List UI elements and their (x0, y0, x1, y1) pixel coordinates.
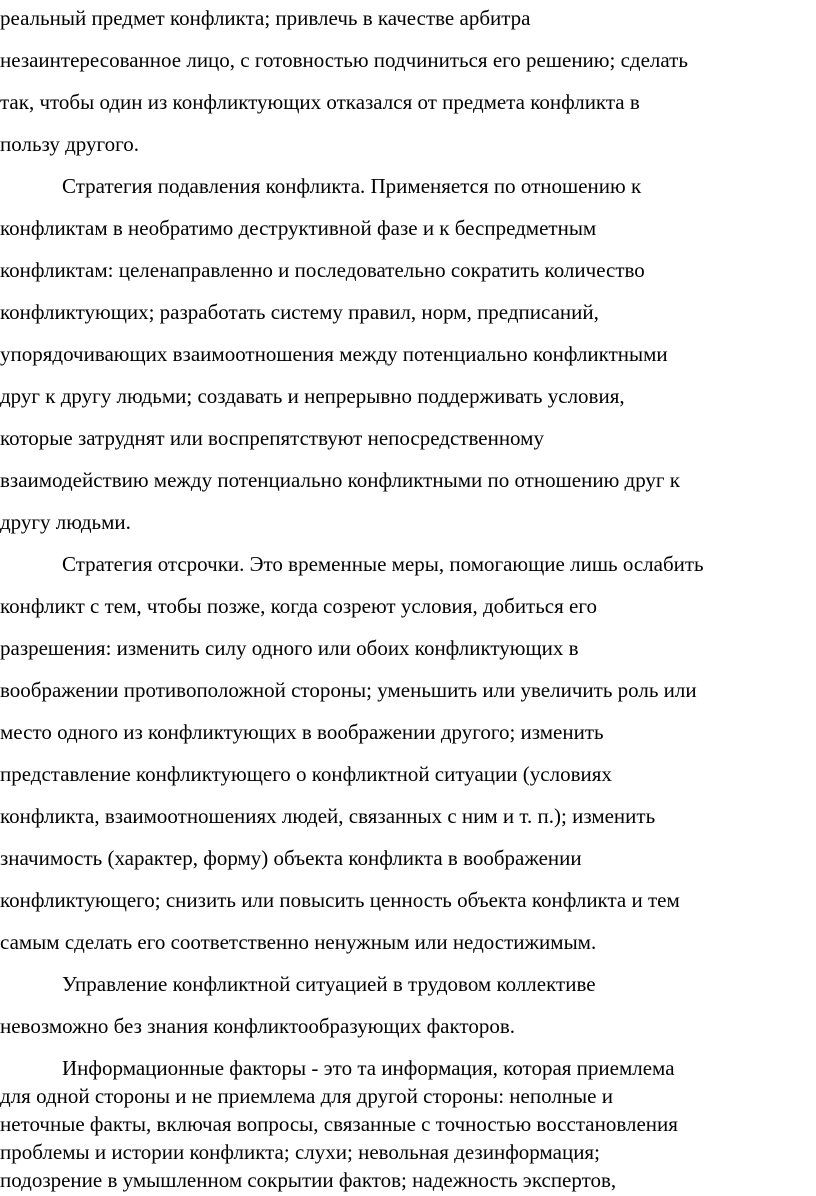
text-line: другу людьми. (0, 510, 131, 534)
text-line: конфликта, взаимоотношениях людей, связанных с ним и т. п.); изменить (0, 804, 656, 828)
text-line: место одного из конфликтующих в воображении другого; изменить (0, 720, 604, 744)
text-line: представление конфликтующего о конфликтной ситуации (условиях (0, 762, 612, 786)
text-line: пользу другого. (0, 132, 139, 156)
text-line: неточные факты, включая вопросы, связанные с точностью восстановления (0, 1112, 678, 1136)
text-line: конфликтам: целенаправленно и последовательно сократить количество (0, 258, 645, 282)
text-line: Информационные факторы - это та информация, которая приемлема (62, 1056, 675, 1080)
text-line: для одной стороны и не приемлема для другой стороны: неполные и (0, 1084, 613, 1108)
text-line: самым сделать его соответственно ненужным или недостижимым. (0, 930, 597, 954)
text-line: взаимодействию между потенциально конфликтными по отношению друг к (0, 468, 680, 492)
text-line: которые затруднят или воспрепятствуют непосредственному (0, 426, 544, 450)
text-line: конфликтующего; снизить или повысить ценность объекта конфликта и тем (0, 888, 680, 912)
text-line: конфликтам в необратимо деструктивной фазе и к беспредметным (0, 216, 597, 240)
text-line: друг к другу людьми; создавать и непрерывно поддерживать условия, (0, 384, 625, 408)
text-line: проблемы и истории конфликта; слухи; невольная дезинформация; (0, 1140, 600, 1164)
text-line: воображении противоположной стороны; уменьшить или увеличить роль или (0, 678, 697, 702)
text-line: незаинтересованное лицо, с готовностью подчиниться его решению; сделать (0, 48, 688, 72)
text-line: Стратегия подавления конфликта. Применяется по отношению к (62, 174, 642, 198)
text-line: реальный предмет конфликта; привлечь в качестве арбитра (0, 6, 531, 30)
text-line: подозрение в умышленном сокрытии фактов; надежность экспертов, (0, 1168, 617, 1192)
text-line: конфликт с тем, чтобы позже, когда созреют условия, добиться его (0, 594, 597, 618)
text-line: так, чтобы один из конфликтующих отказался от предмета конфликта в (0, 90, 640, 114)
text-line: разрешения: изменить силу одного или обоих конфликтующих в (0, 636, 579, 660)
text-line: невозможно без знания конфликтообразующих факторов. (0, 1014, 515, 1038)
text-line: значимость (характер, форму) объекта конфликта в воображении (0, 846, 582, 870)
text-line: упорядочивающих взаимоотношения между потенциально конфликтными (0, 342, 668, 366)
text-line: Управление конфликтной ситуацией в трудовом коллективе (62, 972, 596, 996)
text-line: конфликтующих; разработать систему правил, норм, предписаний, (0, 300, 599, 324)
text-line: Стратегия отсрочки. Это временные меры, помогающие лишь ослабить (62, 552, 704, 576)
